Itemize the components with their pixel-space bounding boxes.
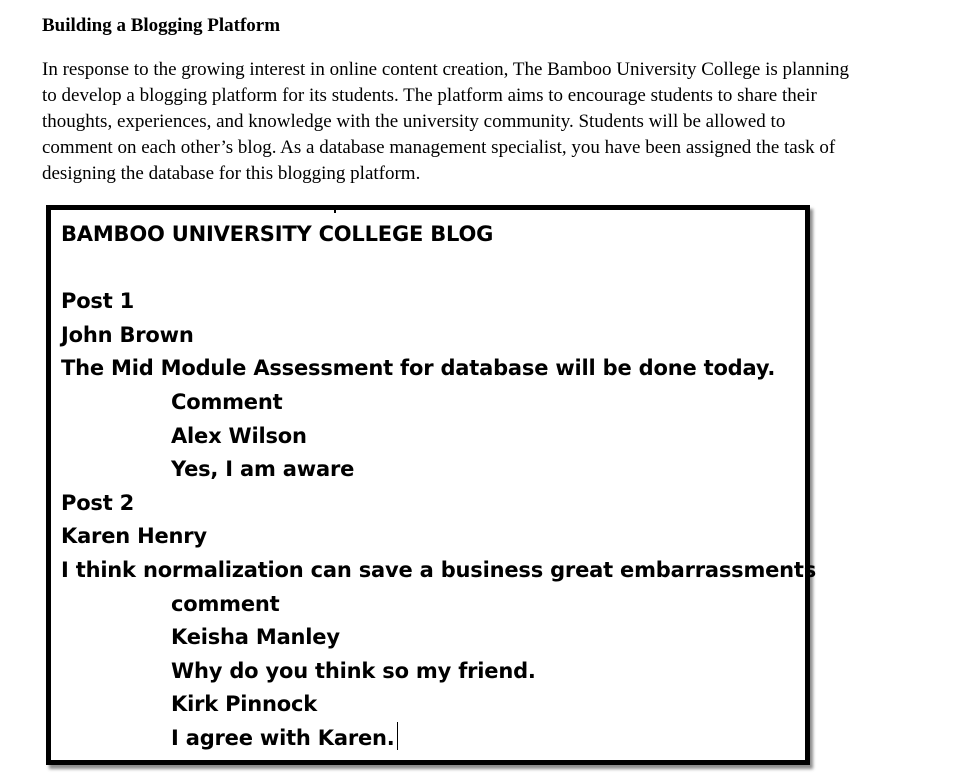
- comment-label: Comment: [171, 389, 283, 414]
- comment-author: Kirk Pinnock: [171, 692, 318, 717]
- post-text: The Mid Module Assessment for database will be done today.: [61, 356, 776, 381]
- comment-text-last: [61, 722, 816, 756]
- post-author: John Brown: [61, 322, 194, 347]
- document-title: Building a Blogging Platform: [42, 15, 281, 36]
- blog-header: BAMBOO UNIVERSITY COLLEGE BLOG: [61, 222, 494, 246]
- blank-line: [61, 252, 816, 286]
- comment-text: I agree with Karen.: [171, 725, 395, 750]
- post-label: Post 1: [61, 289, 135, 314]
- post-label: Post 2: [61, 490, 135, 515]
- post-author: Karen Henry: [61, 524, 207, 549]
- blog-example-box: [46, 205, 817, 765]
- comment-author: Alex Wilson: [171, 423, 307, 448]
- paragraph-line: to develop a blogging platform for its students. The platform aims to encourage students to share their: [42, 85, 817, 106]
- text-cursor: [397, 722, 398, 750]
- intro-paragraph: [42, 57, 942, 187]
- comment-author: Keisha Manley: [171, 625, 340, 650]
- paragraph-line: thoughts, experiences, and knowledge with the university community. Students will be allowed to: [42, 111, 786, 132]
- comment-text: Why do you think so my friend.: [171, 658, 536, 683]
- paragraph-line: designing the database for this blogging platform.: [42, 163, 421, 184]
- comment-text: Yes, I am aware: [171, 457, 355, 482]
- paragraph-line: comment on each other’s blog. As a database management specialist, you have been assigned the task of: [42, 137, 836, 158]
- frame-tick-mark: [334, 209, 336, 213]
- comment-label: comment: [171, 591, 280, 616]
- paragraph-line: In response to the growing interest in online content creation, The Bamboo University College is planning: [42, 59, 849, 80]
- post-text: I think normalization can save a business great embarrassments: [61, 557, 817, 582]
- blog-content: [61, 218, 816, 756]
